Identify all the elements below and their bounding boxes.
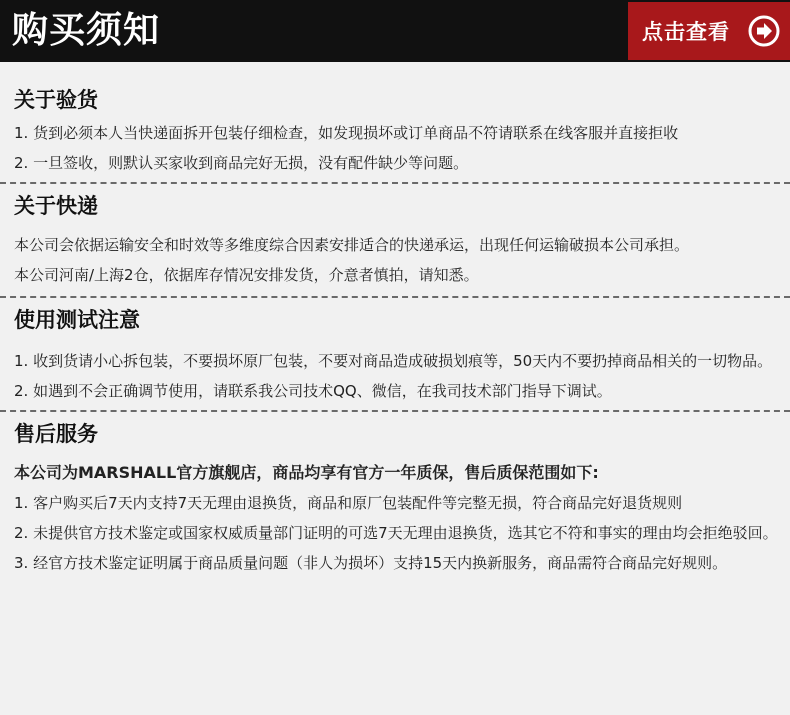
view-details-button[interactable] xyxy=(628,2,790,60)
testing-line-1: 1. 收到货请小心拆包装，不要损坏原厂包装，不要对商品造成破损划痕等，50天内不要扔掉商品相关的一切物品。 xyxy=(14,352,773,370)
section-title-shipping: 关于快递 xyxy=(14,194,98,218)
after-sales-line-1: 1. 客户购买后7天内支持7天无理由退换货，商品和原厂包装配件等完整无损，符合商品完好退货规则 xyxy=(14,494,683,512)
section-after-sales xyxy=(0,412,790,578)
section-testing xyxy=(0,298,790,410)
after-sales-line-2: 2. 未提供官方技术鉴定或国家权威质量部门证明的可选7天无理由退换货，选其它不符和事实的理由均会拒绝驳回。 xyxy=(14,524,778,542)
section-inspection xyxy=(0,62,790,182)
testing-line-2: 2. 如遇到不会正确调节使用，请联系我公司技术QQ、微信，在我司技术部门指导下调试。 xyxy=(14,382,612,400)
section-shipping xyxy=(0,184,790,296)
header-bar xyxy=(0,0,790,62)
section-title-testing: 使用测试注意 xyxy=(14,308,140,332)
section-title-after-sales: 售后服务 xyxy=(14,422,98,446)
inspection-line-1: 1. 货到必须本人当快递面拆开包装仔细检查，如发现损坏或订单商品不符请联系在线客服并直接拒收 xyxy=(14,124,679,142)
shipping-line-2: 本公司河南/上海2仓，依据库存情况安排发货，介意者慎拍，请知悉。 xyxy=(14,266,479,284)
view-details-label: 点击查看 xyxy=(642,20,730,44)
after-sales-line-3: 3. 经官方技术鉴定证明属于商品质量问题（非人为损坏）支持15天内换新服务，商品需符合商品完好规则。 xyxy=(14,554,728,572)
arrow-right-circle-icon xyxy=(748,15,780,47)
section-title-inspection: 关于验货 xyxy=(14,88,98,112)
inspection-line-2: 2. 一旦签收，则默认买家收到商品完好无损，没有配件缺少等问题。 xyxy=(14,154,469,172)
after-sales-intro: 本公司为MARSHALL官方旗舰店，商品均享有官方一年质保，售后质保范围如下: xyxy=(14,463,599,482)
page-title: 购买须知 xyxy=(12,10,161,51)
shipping-line-1: 本公司会依据运输安全和时效等多维度综合因素安排适合的快递承运，出现任何运输破损本公司承担。 xyxy=(14,236,690,254)
